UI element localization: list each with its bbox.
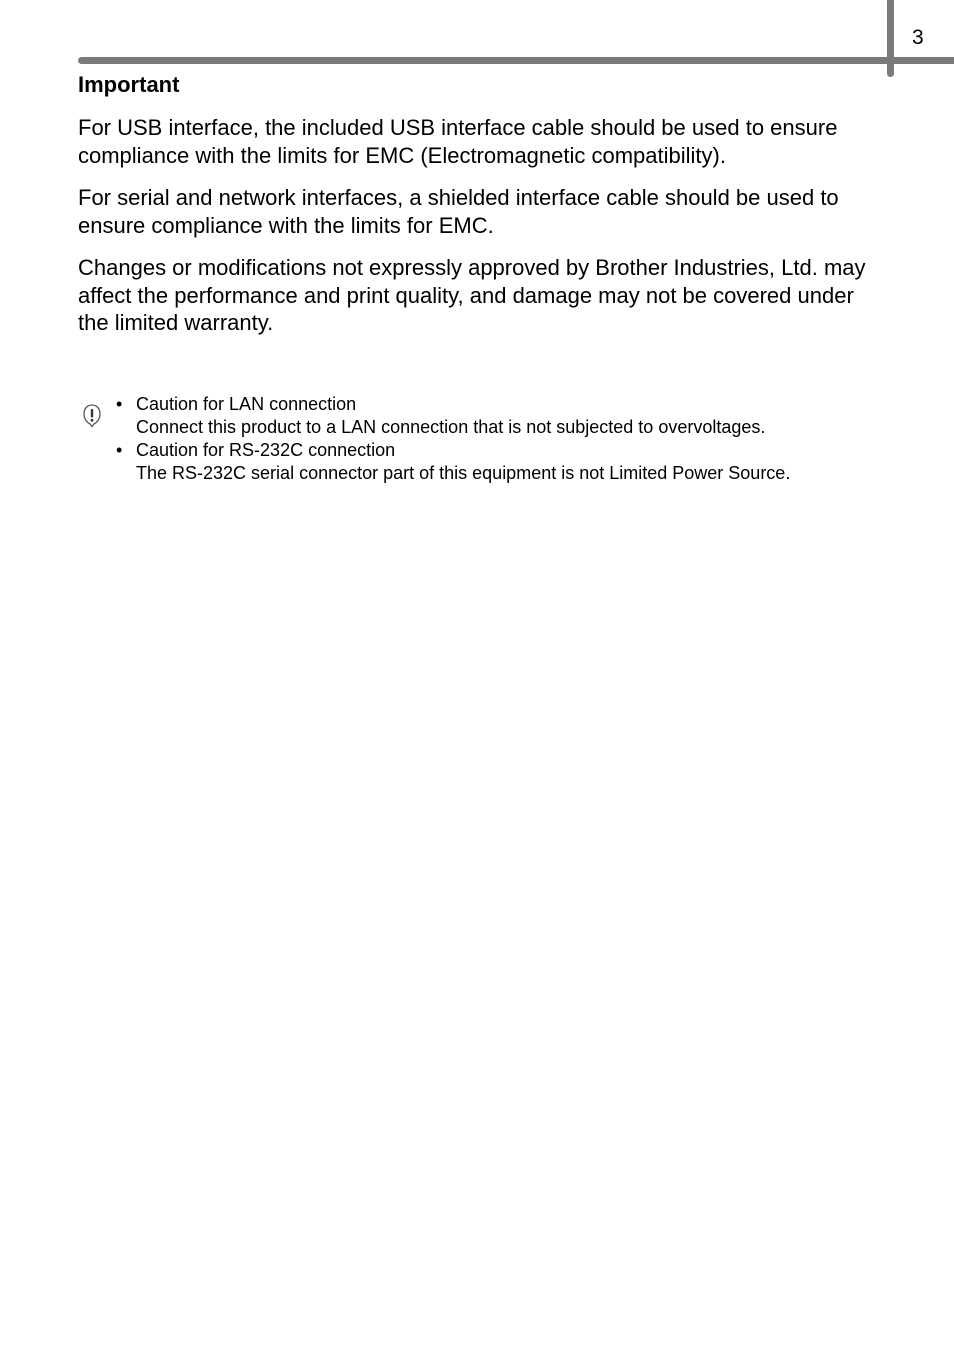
- caution-lan-title: Caution for LAN connection: [136, 394, 357, 414]
- bullet: •: [116, 394, 123, 414]
- list-item: [116, 439, 790, 485]
- page-number: 3: [912, 26, 924, 49]
- section-heading: Important: [78, 72, 180, 97]
- list-item: [116, 393, 790, 439]
- caution-rs232c-description: The RS-232C serial connector part of this equipment is not Limited Power Source.: [136, 463, 791, 483]
- bullet: •: [116, 440, 123, 460]
- paragraph-usb: For USB interface, the included USB interface cable should be used to ensure compliance with the limits for EMC (Electromagnetic compatibility).: [78, 115, 838, 168]
- caution-list: [116, 393, 790, 485]
- page-edge-tab: [887, 0, 894, 77]
- important-section: [78, 71, 878, 337]
- caution-rs232c-title: Caution for RS-232C connection: [136, 440, 396, 460]
- paragraph-modifications: Changes or modifications not expressly approved by Brother Industries, Ltd. may affect the performance and print quality, and damage may not be covered under the limited warranty.: [78, 255, 866, 335]
- header-rule: [78, 57, 954, 64]
- caution-lan-description: Connect this product to a LAN connection that is not subjected to overvoltages.: [136, 417, 766, 437]
- caution-icon: [82, 403, 102, 428]
- paragraph-serial-network: For serial and network interfaces, a shielded interface cable should be used to ensure compliance with the limits for EMC.: [78, 185, 839, 238]
